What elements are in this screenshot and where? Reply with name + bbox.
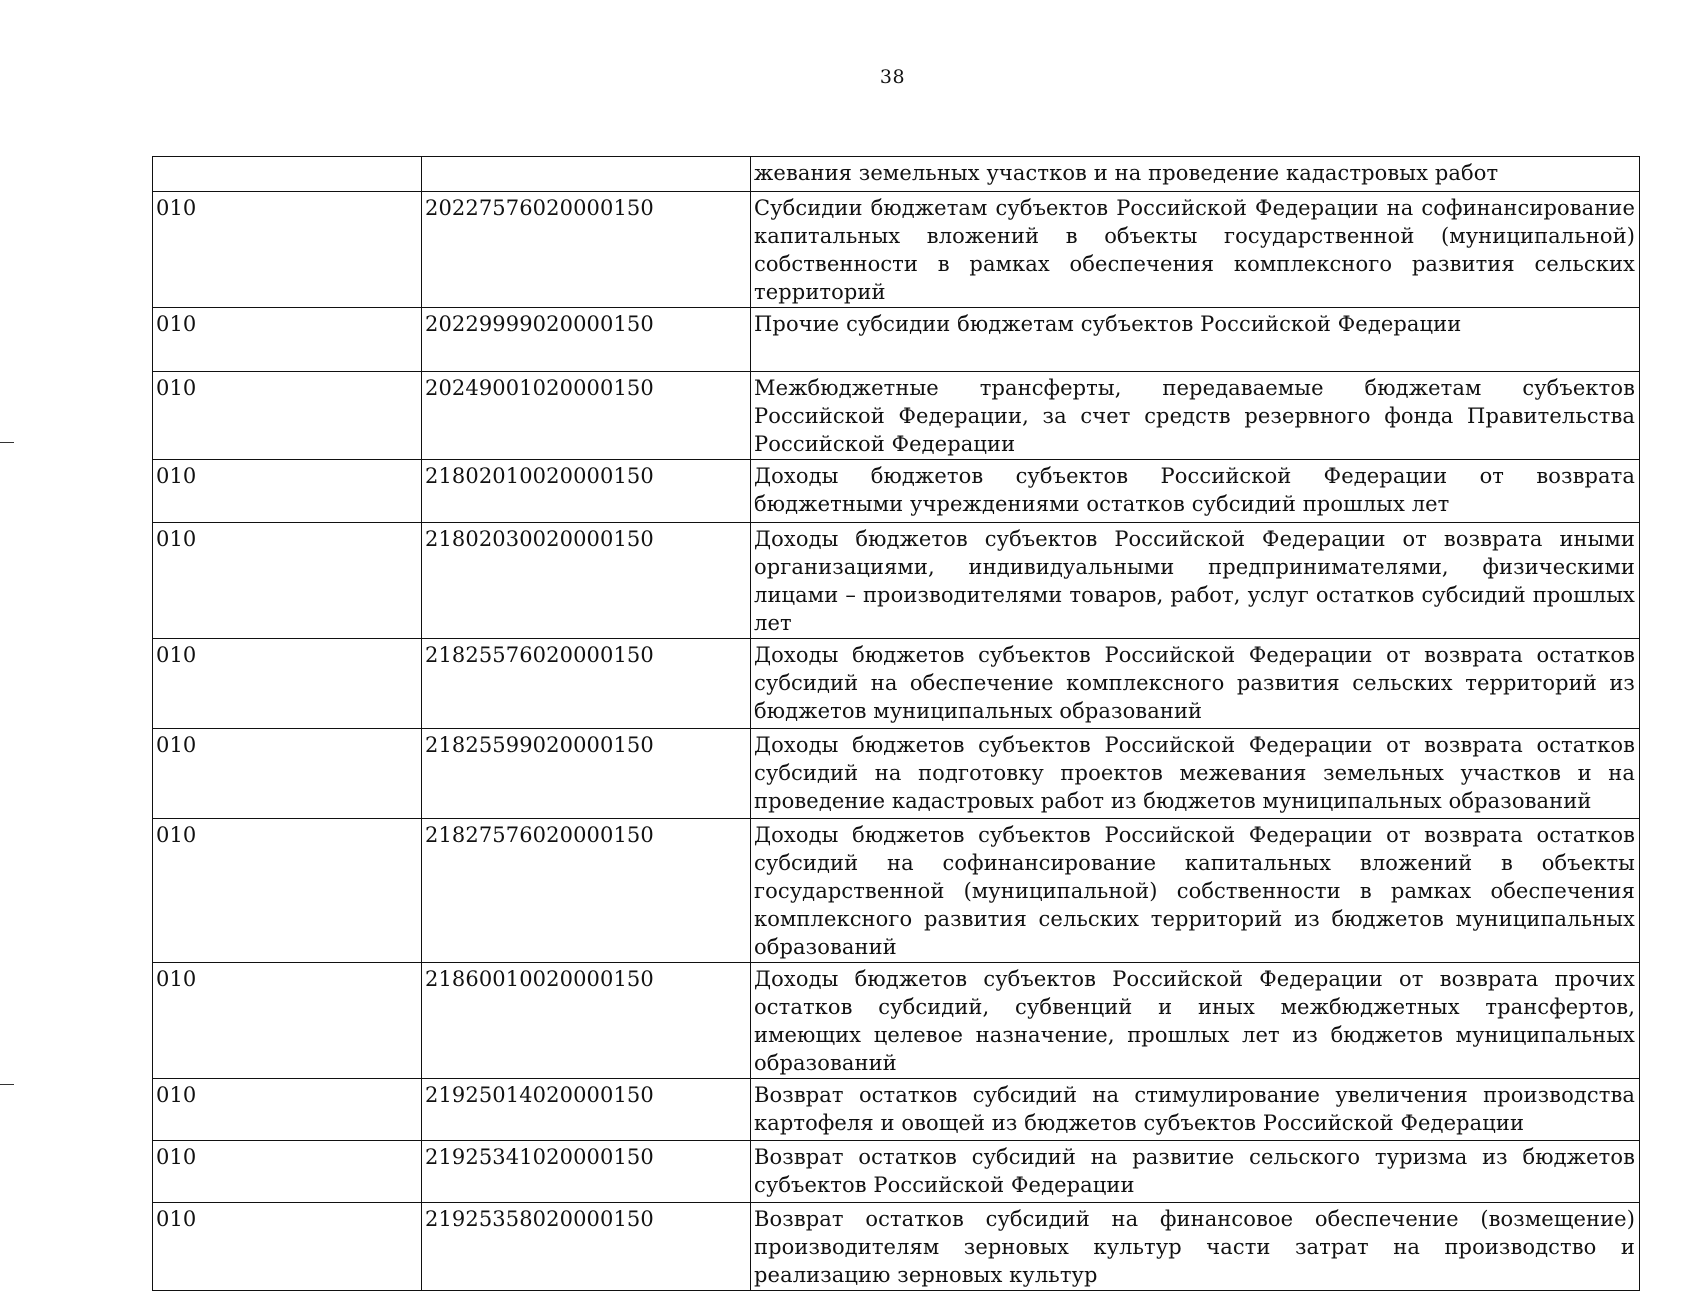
table-row	[153, 523, 1640, 639]
budget-code-cell: 21825599020000150	[422, 729, 751, 819]
table-row	[153, 729, 1640, 819]
table-row	[153, 308, 1640, 372]
income-name-cell: Межбюджетные трансферты, передаваемые бюджетам субъектов Российской Федерации, за счет средств резервного фонда Правительства Российской Федерации	[751, 372, 1640, 460]
admin-code-cell: 010	[153, 523, 422, 639]
table-row	[153, 1203, 1640, 1291]
admin-code-cell: 010	[153, 1141, 422, 1203]
budget-code-cell: 21802010020000150	[422, 460, 751, 523]
admin-code-cell: 010	[153, 963, 422, 1079]
income-name-cell: Возврат остатков субсидий на стимулирование увеличения производства картофеля и овощей из бюджетов субъектов Российской Федерации	[751, 1079, 1640, 1141]
income-name-cell: Доходы бюджетов субъектов Российской Федерации от возврата иными организациями, индивидуальными предпринимателями, физическими лицами – производителями товаров, работ, услуг остатков субсидий прошлых лет	[751, 523, 1640, 639]
income-name-cell: Субсидии бюджетам субъектов Российской Федерации на софинансирование капитальных вложений в объекты государственной (муниципальной) собственности в рамках обеспечения комплексного развития сельских территорий	[751, 192, 1640, 308]
income-name-cell: Доходы бюджетов субъектов Российской Федерации от возврата остатков субсидий на подготовку проектов межевания земельных участков и на проведение кадастровых работ из бюджетов муниципальных образований	[751, 729, 1640, 819]
budget-code-cell: 21802030020000150	[422, 523, 751, 639]
income-name-cell: Прочие субсидии бюджетам субъектов Российской Федерации	[751, 308, 1640, 372]
table-row	[153, 372, 1640, 460]
table-row	[153, 639, 1640, 729]
income-name-cell: Доходы бюджетов субъектов Российской Федерации от возврата бюджетными учреждениями остатков субсидий прошлых лет	[751, 460, 1640, 523]
admin-code-cell: 010	[153, 308, 422, 372]
budget-classification-table	[152, 156, 1640, 1291]
budget-code-cell	[422, 157, 751, 192]
income-name-cell: Доходы бюджетов субъектов Российской Федерации от возврата прочих остатков субсидий, субвенций и иных межбюджетных трансфертов, имеющих целевое назначение, прошлых лет из бюджетов муниципальных образований	[751, 963, 1640, 1079]
admin-code-cell: 010	[153, 1203, 422, 1291]
budget-code-cell: 20229999020000150	[422, 308, 751, 372]
income-name-cell: Возврат остатков субсидий на развитие сельского туризма из бюджетов субъектов Российской Федерации	[751, 1141, 1640, 1203]
page-number: 38	[879, 66, 906, 88]
table-row	[153, 157, 1640, 192]
admin-code-cell: 010	[153, 729, 422, 819]
income-name-cell: жевания земельных участков и на проведение кадастровых работ	[751, 157, 1640, 192]
income-name-cell: Доходы бюджетов субъектов Российской Федерации от возврата остатков субсидий на обеспечение комплексного развития сельских территорий из бюджетов муниципальных образований	[751, 639, 1640, 729]
table-row	[153, 460, 1640, 523]
income-name-cell: Доходы бюджетов субъектов Российской Федерации от возврата остатков субсидий на софинансирование капитальных вложений в объекты государственной (муниципальной) собственности в рамках обеспечения комплексного развития сельских территорий из бюджетов муниципальных образований	[751, 819, 1640, 963]
table-row	[153, 1141, 1640, 1203]
table-row	[153, 192, 1640, 308]
income-name-cell: Возврат остатков субсидий на финансовое обеспечение (возмещение) производителям зерновых культур части затрат на производство и реализацию зерновых культур	[751, 1203, 1640, 1291]
admin-code-cell: 010	[153, 372, 422, 460]
admin-code-cell: 010	[153, 192, 422, 308]
budget-code-cell: 20249001020000150	[422, 372, 751, 460]
budget-code-cell: 21860010020000150	[422, 963, 751, 1079]
budget-code-cell: 21925014020000150	[422, 1079, 751, 1141]
table-row	[153, 1079, 1640, 1141]
budget-code-cell: 21825576020000150	[422, 639, 751, 729]
admin-code-cell	[153, 157, 422, 192]
admin-code-cell: 010	[153, 819, 422, 963]
admin-code-cell: 010	[153, 460, 422, 523]
table-body	[153, 157, 1640, 1291]
admin-code-cell: 010	[153, 639, 422, 729]
admin-code-cell: 010	[153, 1079, 422, 1141]
budget-code-cell: 20227576020000150	[422, 192, 751, 308]
scan-edge-mark	[0, 1084, 14, 1085]
budget-code-cell: 21925341020000150	[422, 1141, 751, 1203]
scan-edge-mark	[0, 442, 14, 443]
table-row	[153, 963, 1640, 1079]
table-row	[153, 819, 1640, 963]
budget-code-cell: 21827576020000150	[422, 819, 751, 963]
budget-code-cell: 21925358020000150	[422, 1203, 751, 1291]
